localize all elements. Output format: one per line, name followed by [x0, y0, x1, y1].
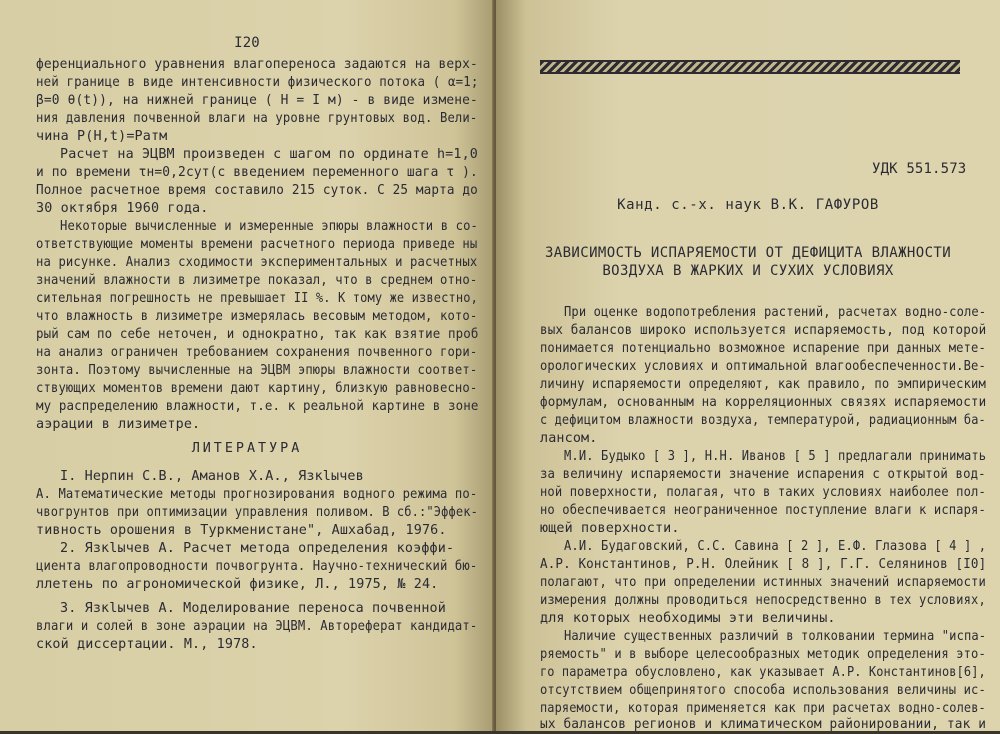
text-line: го параметра обусловлено, как указывает А.Р. Константинов[6], [540, 665, 986, 680]
reference-line: ской диссертации. М., 1978. [36, 637, 258, 652]
text-line: что влажность в лизиметре измерялась весовым методом, кото- [36, 309, 478, 324]
text-line: полагают, что при определении истинных значений испаряемости [540, 575, 986, 590]
text-line: сительная погрешность не превышает II %. К тому же известно, [36, 291, 478, 306]
article-title-line: ВОЗДУХА В ЖАРКИХ И СУХИХ УСЛОВИЯХ [602, 263, 894, 279]
text-line: и по времени τн=0,2сут(с введением переменного шага τ ). [36, 165, 478, 180]
text-line: рый сам по себе неточен, и однократно, так как взятие проб [36, 327, 479, 342]
text-line: измерения должны проводиться непосредственно в тех условиях, [540, 593, 986, 608]
text-line: с дефицитом влажности воздуха, температурой, радиационным ба- [540, 413, 986, 428]
text-line: ней границе в виде интенсивности физического потока ( α=1; [36, 75, 479, 90]
ornament-border [540, 60, 960, 74]
text-line: за величину испаряемости значение испарения с открытой вод- [540, 467, 986, 482]
text-line: М.И. Будыко [ 3 ], Н.Н. Иванов [ 5 ] предлагали принимать [564, 449, 987, 464]
reference-line: тивность орошения в Туркменистане", Ашхабад, 1976. [36, 523, 447, 538]
text-line: на анализ ограничен требованием сохранения почвенного гори- [36, 345, 478, 360]
reference-line: I. Нерпин С.В., Аманов Х.А., Язкlычев [60, 469, 364, 484]
reference-line: ллетень по агрономической физике, Л., 1975, № 24. [36, 577, 439, 592]
reference-line: влаги и солей в зоне аэрации на ЭЦВМ. Автореферат кандидат- [36, 619, 478, 634]
reference-line: чвогрунтов при оптимизации управления поливом. В сб.:"Эффек- [36, 505, 478, 520]
reference-line: циента влагопроводности почвогрунта. Научно-технический бю- [36, 559, 478, 574]
text-line: ряемость" и в выборе целесообразных методик определения это- [540, 647, 986, 662]
text-line: Наличие существенных различий в толковании термина "испа- [564, 629, 987, 644]
text-line: понимается потенциально возможное испарение при данных мете- [540, 341, 986, 356]
left-page [0, 0, 494, 731]
text-line: но обеспечивается неограниченное поступление влаги к испаря- [540, 503, 986, 518]
text-line: паряемости, которая применяется как при расчетах водно-солев- [540, 701, 986, 716]
text-line: ния давления почвенной влаги на уровне грунтовых вод. Вели- [36, 111, 478, 126]
text-line: Полное расчетное время составило 215 суток. С 25 марта до [36, 183, 478, 198]
text-line: ференциального уравнения влагопереноса задаются на верх- [36, 57, 478, 72]
page-number: I20 [234, 35, 260, 51]
text-line: ной поверхности, полагая, что в таких условиях наиболее пол- [540, 485, 986, 500]
text-line: А.Р. Константинов, Р.Н. Олейник [ 8 ], Г.Г. Селянинов [I0] [540, 557, 987, 572]
reference-line: 2. Язкlычев А. Расчет метода определения коэффи- [60, 541, 455, 556]
text-line: При оценке водопотребления растений, расчетах водно-соле- [564, 305, 987, 320]
text-line: отсутствием общепринятого способа использования величины ис- [540, 683, 986, 698]
text-line: вых балансов широко используется испаряемость, под которой [540, 323, 987, 338]
text-line: ых балансов регионов и климатическом районировании, так и [540, 717, 987, 732]
article-title-line: ЗАВИСИМОСТЬ ИСПАРЯЕМОСТИ ОТ ДЕФИЦИТА ВЛАЖНОСТИ [544, 245, 952, 261]
text-line: чина P(H,t)=Pатм [36, 129, 168, 144]
references-heading: ЛИТЕРАТУРА [191, 441, 303, 456]
text-line: ответствующие моменты времени расчетного периода приведе ны [36, 237, 478, 252]
author-line: Канд. с.-х. наук В.К. ГАФУРОВ [617, 197, 879, 213]
text-line: зонта. Поэтому вычисленные на ЭЦВМ эпюры влажности соответ- [36, 363, 478, 378]
text-line: ющей поверхности. [540, 521, 680, 536]
udc-code: УДК 551.573 [872, 161, 967, 177]
reference-line: А. Математические методы прогнозирования водного режима по- [36, 487, 478, 502]
text-line: Расчет на ЭЦВМ произведен с шагом по ординате h=1,0 [60, 147, 478, 162]
text-line: формулам, основанным на корреляционных связях испаряемости [540, 395, 987, 410]
text-line: 30 октября 1960 года. [36, 201, 209, 216]
text-line: значений влажности в лизиметре показал, что в среднем отно- [36, 273, 478, 288]
text-line: аэрации в лизиметре. [36, 417, 201, 432]
text-line: β=0 θ(t)), на нижней границе ( H = I м) - в виде измене- [36, 93, 478, 108]
text-line: лансом. [540, 431, 598, 446]
text-line: орологических условиях и оптимальной влагообеспеченности.Ве- [540, 359, 986, 374]
text-line: личину испаряемости определяют, как правило, по эмпирическим [540, 377, 986, 392]
text-line: А.И. Будаговский, С.С. Савина [ 2 ], Е.Ф. Глазова [ 4 ] , [564, 539, 987, 554]
text-line: ствующих моментов времени дают картину, близкую равновесно- [36, 381, 478, 396]
reference-line: 3. Язкlычев А. Моделирование переноса почвенной [60, 601, 446, 616]
text-line: Некоторые вычисленные и измеренные эпюры влажности в со- [60, 219, 479, 234]
text-line: му распределению влажности, т.е. к реальной картине в зоне [36, 399, 479, 414]
text-line: для которых необходимы эти величины. [540, 611, 836, 626]
text-line: на рисунке. Анализ сходимости экспериментальных и расчетных [36, 255, 478, 270]
